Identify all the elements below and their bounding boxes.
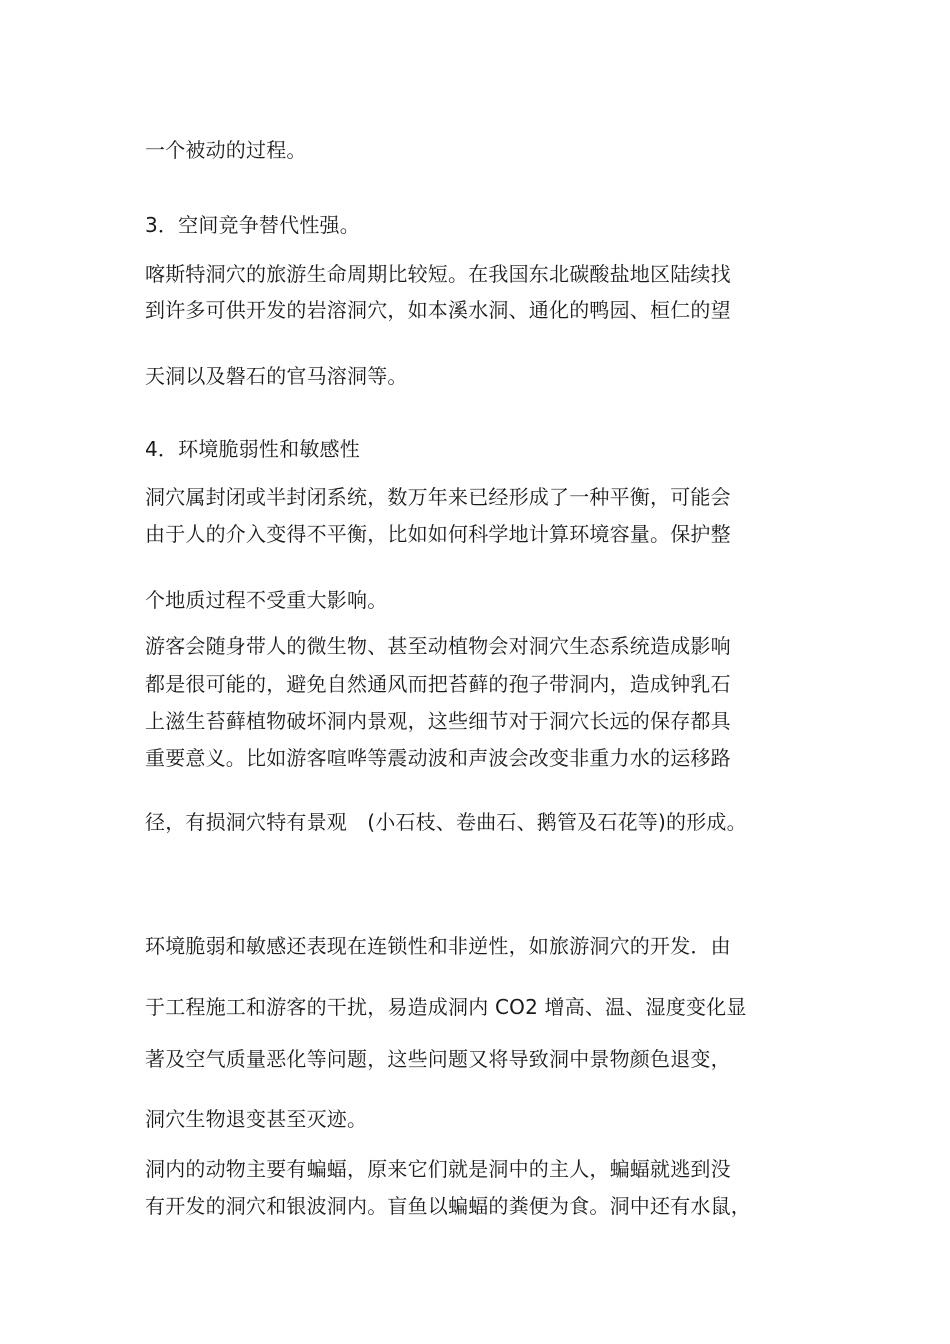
- section-heading: 4．环境脆弱性和敏感性: [145, 437, 360, 461]
- text-line: 重要意义。比如游客喧哗等震动波和声波会改变非重力水的运移路: [145, 746, 731, 770]
- section-heading: 3．空间竞争替代性强。: [145, 213, 360, 237]
- text-line: 一个被动的过程。: [145, 138, 307, 162]
- text-line: 喀斯特洞穴的旅游生命周期比较短。在我国东北碳酸盐地区陆续找: [145, 262, 731, 286]
- text-line: 到许多可供开发的岩溶洞穴，如本溪水洞、通化的鸭园、桓仁的望: [145, 298, 731, 322]
- text-line: 都是很可能的，避免自然通风而把苔藓的孢子带洞内，造成钟乳石: [145, 672, 731, 696]
- text-line: 于工程施工和游客的干扰，易造成洞内 CO2 增高、温、湿度变化显: [145, 995, 747, 1019]
- text-line: 个地质过程不受重大影响。: [145, 588, 388, 612]
- text-line: 有开发的洞穴和银波洞内。盲鱼以蝙蝠的粪便为食。洞中还有水鼠，: [145, 1194, 751, 1218]
- text-line: 游客会随身带人的微生物、甚至动植物会对洞穴生态系统造成影响: [145, 634, 731, 658]
- text-line: 洞穴属封闭或半封闭系统，数万年来已经形成了一种平衡，可能会: [145, 485, 731, 509]
- text-line: 著及空气质量恶化等问题，这些问题又将导致洞中景物颜色退变，: [145, 1047, 731, 1071]
- text-line: 洞内的动物主要有蝙蝠，原来它们就是洞中的主人，蝙蝠就逃到没: [145, 1157, 731, 1181]
- text-line: 天洞以及磐石的官马溶洞等。: [145, 364, 408, 388]
- text-line: 径，有损洞穴特有景观 (小石枝、卷曲石、鹅管及石花等)的形成。: [145, 810, 747, 834]
- text-line: 由于人的介入变得不平衡，比如如何科学地计算环境容量。保护整: [145, 522, 731, 546]
- text-line: 上滋生苔藓植物破坏洞内景观，这些细节对于洞穴长远的保存都具: [145, 709, 731, 733]
- text-line: 环境脆弱和敏感还表现在连锁性和非逆性，如旅游洞穴的开发．由: [145, 934, 731, 958]
- text-line: 洞穴生物退变甚至灭迹。: [145, 1107, 368, 1131]
